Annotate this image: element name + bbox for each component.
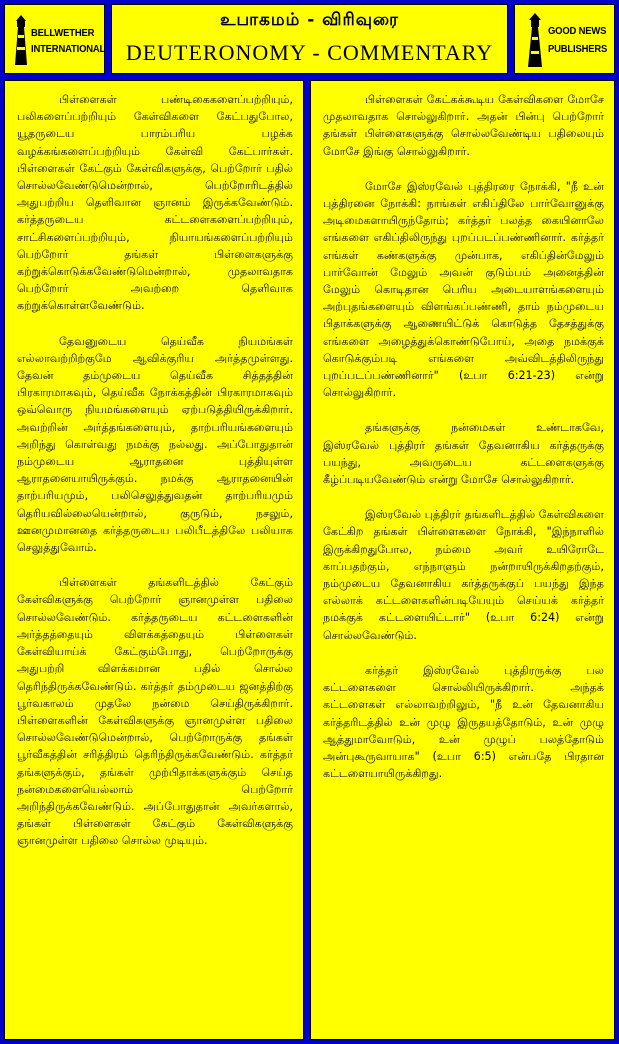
left-column bbox=[4, 80, 304, 1040]
english-title: DEUTERONOMY - COMMENTARY bbox=[125, 40, 494, 65]
right-paragraph-4: இஸ்ரவேல் புத்திரர் தங்களிடத்தில் கேள்விகளை கேட்கிற தங்கள் பிள்ளைகளை நோக்கி, "இந்நாளில் இருக்கிறதுபோல, நம்மை அவர் உயிரோடே காப்பதற்கும், எந்நாளும் நன்றாயிருக்கிறதற்கும், நம்முடைய தேவனாகிய கர்த்தருக்குப் பயந்து இந்த எல்லாக் கட்டளைகளின்படியேயும் செய்யக் கர்த்தர் நமக்குக் கட்டளையிட்டார்" (உபா 6:24) என்று சொல்லவேண்டும். bbox=[323, 508, 604, 642]
tamil-title: உபாகமம் - விரிவுரை bbox=[220, 10, 399, 30]
good-news-logo bbox=[514, 4, 615, 74]
bellwether-logo bbox=[4, 4, 105, 74]
logo-left-line2: INTERNATIONAL bbox=[31, 43, 106, 55]
lighthouse-icon bbox=[11, 15, 31, 67]
right-column bbox=[310, 80, 615, 1040]
right-paragraph-5: கர்த்தர் இஸ்ரவேல் புத்திரருக்கு பல கட்டளைகளை சொல்லியிருக்கிறார். அந்தக் கட்டளைகள் எல்லாவற்றிலும், "நீ உன் தேவனாகிய கர்த்தரிடத்தில் உன் முழு இருதயத்தோடும், உன் முழு ஆத்துமாவோடும், உன் முழுப் பலத்தோடும் அன்புகூருவாயாக" (உபா 6:5) என்பதே பிரதான கட்டளையாயிருக்கிறது. bbox=[323, 663, 604, 781]
lighthouse-icon bbox=[523, 13, 547, 69]
left-paragraph-3: பிள்ளைகள் தங்களிடத்தில் கேட்கும் கேள்விகளுக்கு பெற்றோர் ஞானமுள்ள பதிலை சொல்லவேண்டும். கர்த்தருடைய கட்டளைகளின் அர்த்தத்தையும் விளக்கத்தையும் பிள்ளைகள் கேள்வியாய்க் கேட்கும்போது, பெற்றோருக்கு அதுபற்றி விளக்கமான பதில் சொல்ல தெரிந்திருக்கவேண்டும். கர்த்தர் தம்முடைய ஜனத்திற்கு பூர்வகாலம் முதலே நன்மை செய்திருக்கிறார். பிள்ளைகளின் கேள்விகளுக்கு ஞானமுள்ள பதிலை சொல்லவேண்டுமென்றால், பெற்றோருக்கு தங்கள் பூர்வீகத்தின் சரித்திரம் தெரிந்திருக்கவேண்டும். கர்த்தர் தங்களுக்கும், தங்கள் முற்பிதாக்களுக்கும் செய்த நன்மைகளையெல்லாம் பெற்றோர் அறிந்திருக்கவேண்டும். அப்போதுதான் அவர்களால், தங்கள் பிள்ளைகள் கேட்கும் கேள்விகளுக்கு ஞானமுள்ள பதிலை சொல்ல முடியும். bbox=[17, 576, 293, 848]
right-paragraph-3: தங்களுக்கு நன்மைகள் உண்டாகவே, இஸ்ரவேல் புத்திரர் தங்கள் தேவனாகிய கர்த்தருக்கு பயந்து, அவருடைய கட்டளைகளுக்கு கீழ்ப்படியவேண்டும் என்று மோசே சொல்லுகிறார். bbox=[323, 421, 604, 487]
page-header bbox=[111, 4, 508, 74]
logo-right-line1: GOOD NEWS bbox=[548, 25, 607, 37]
logo-right-line2: PUBLISHERS bbox=[548, 43, 608, 55]
left-paragraph-2: தேவனுடைய தெய்வீக நியமங்கள் எல்லாவற்றிற்குமே ஆவிக்குரிய அர்த்தமுள்ளது. தேவன் தம்முடைய தெய்வீக சித்தத்தின் பிரகாரமாகவும், தெய்வீக நோக்கத்தின் பிரகாரமாகவும் ஒவ்வொரு நியமங்களையும் ஏற்படுத்தியிருக்கிறார். அவற்றின் அர்த்தங்களையும், தாற்பரியங்களையும் அறிந்து கொள்வது நமக்கு நல்லது. அப்போதுதான் நம்முடைய ஆராதனை புத்தியுள்ள ஆராதனையாயிருக்கும். நமக்கு ஆராதனையின் தாற்பரியமும், பலிசெலுத்துவதன் தாற்பரியமும் தெரியவில்லையென்றால், குருடும், நசலும், ஊனமுமானதை கர்த்தருடைய பலிபீடத்திலே பலியாக செலுத்துவோம். bbox=[17, 334, 293, 555]
left-paragraph-1: பிள்ளைகள் பண்டிகைகளைப்பற்றியும், பலிகளைப்பற்றியும் கேள்விகளை கேட்பதுபோல, யூதருடைய பாரம்பரிய பழக்க வழக்கங்களைப்பற்றியும் கேள்வி கேட்பார்கள். பிள்ளைகள் கேட்கும் கேள்விகளுக்கு, பெற்றோர் பதில் சொல்லவேண்டுமென்றால், பெற்றோரிடத்தில் அதுபற்றிய தெளிவான ஞானம் இருக்கவேண்டும். கர்த்தருடைய கட்டளைகளைப்பற்றியும், சாட்சிகளைப்பற்றியும், நியாயங்களைப்பற்றியும் பெற்றோர் தங்கள் பிள்ளைகளுக்கு கற்றுக்கொடுக்கவேண்டுமென்றால், முதலாவதாக பெற்றோர் அவற்றை தெளிவாக கற்றுக்கொள்ளவேண்டும். bbox=[17, 93, 293, 313]
right-paragraph-1: பிள்ளைகள் கேட்கக்கூடிய கேள்விகளை மோசே முதலாவதாக சொல்லுகிறார். அதன் பின்பு பெற்றோர் தங்கள் பிள்ளைகளுக்கு சொல்லவேண்டிய பதிலையும் மோசே இங்கு சொல்லுகிறார். bbox=[323, 93, 604, 158]
logo-left-line1: BELLWETHER bbox=[31, 27, 95, 39]
right-paragraph-2: மோசே இஸ்ரவேல் புத்திரரை நோக்கி, "நீ உன் புத்திரனை நோக்கி: நாங்கள் எகிப்திலே பார்வோனுக்கு அடிமைகளாயிருந்தோம்; கர்த்தர் பலத்த கையினாலே எங்களை எகிப்திலிருந்து புறப்படப்பண்ணினார். கர்த்தர் எங்கள் கண்களுக்கு முன்பாக, எகிப்தின்மேலும் பார்வோன் மேலும் அவன் குடும்பம் அனைத்தின் மேலும் கொடிதான பெரிய அடையாளங்களையும் அற்புதங்களையும் விளங்கப்பண்ணி, தாம் நம்முடைய பிதாக்களுக்கு ஆணையிட்டுக் கொடுத்த தேசத்துக்கு எங்களை அழைத்துக்கொண்டுபோய், அதை நமக்குக் கொடுக்கும்படி எங்களை அவ்விடத்திலிருந்து புறப்படப்பண்ணினார்" (உபா 6:21-23) என்று சொல்லுகிறார். bbox=[323, 179, 604, 400]
